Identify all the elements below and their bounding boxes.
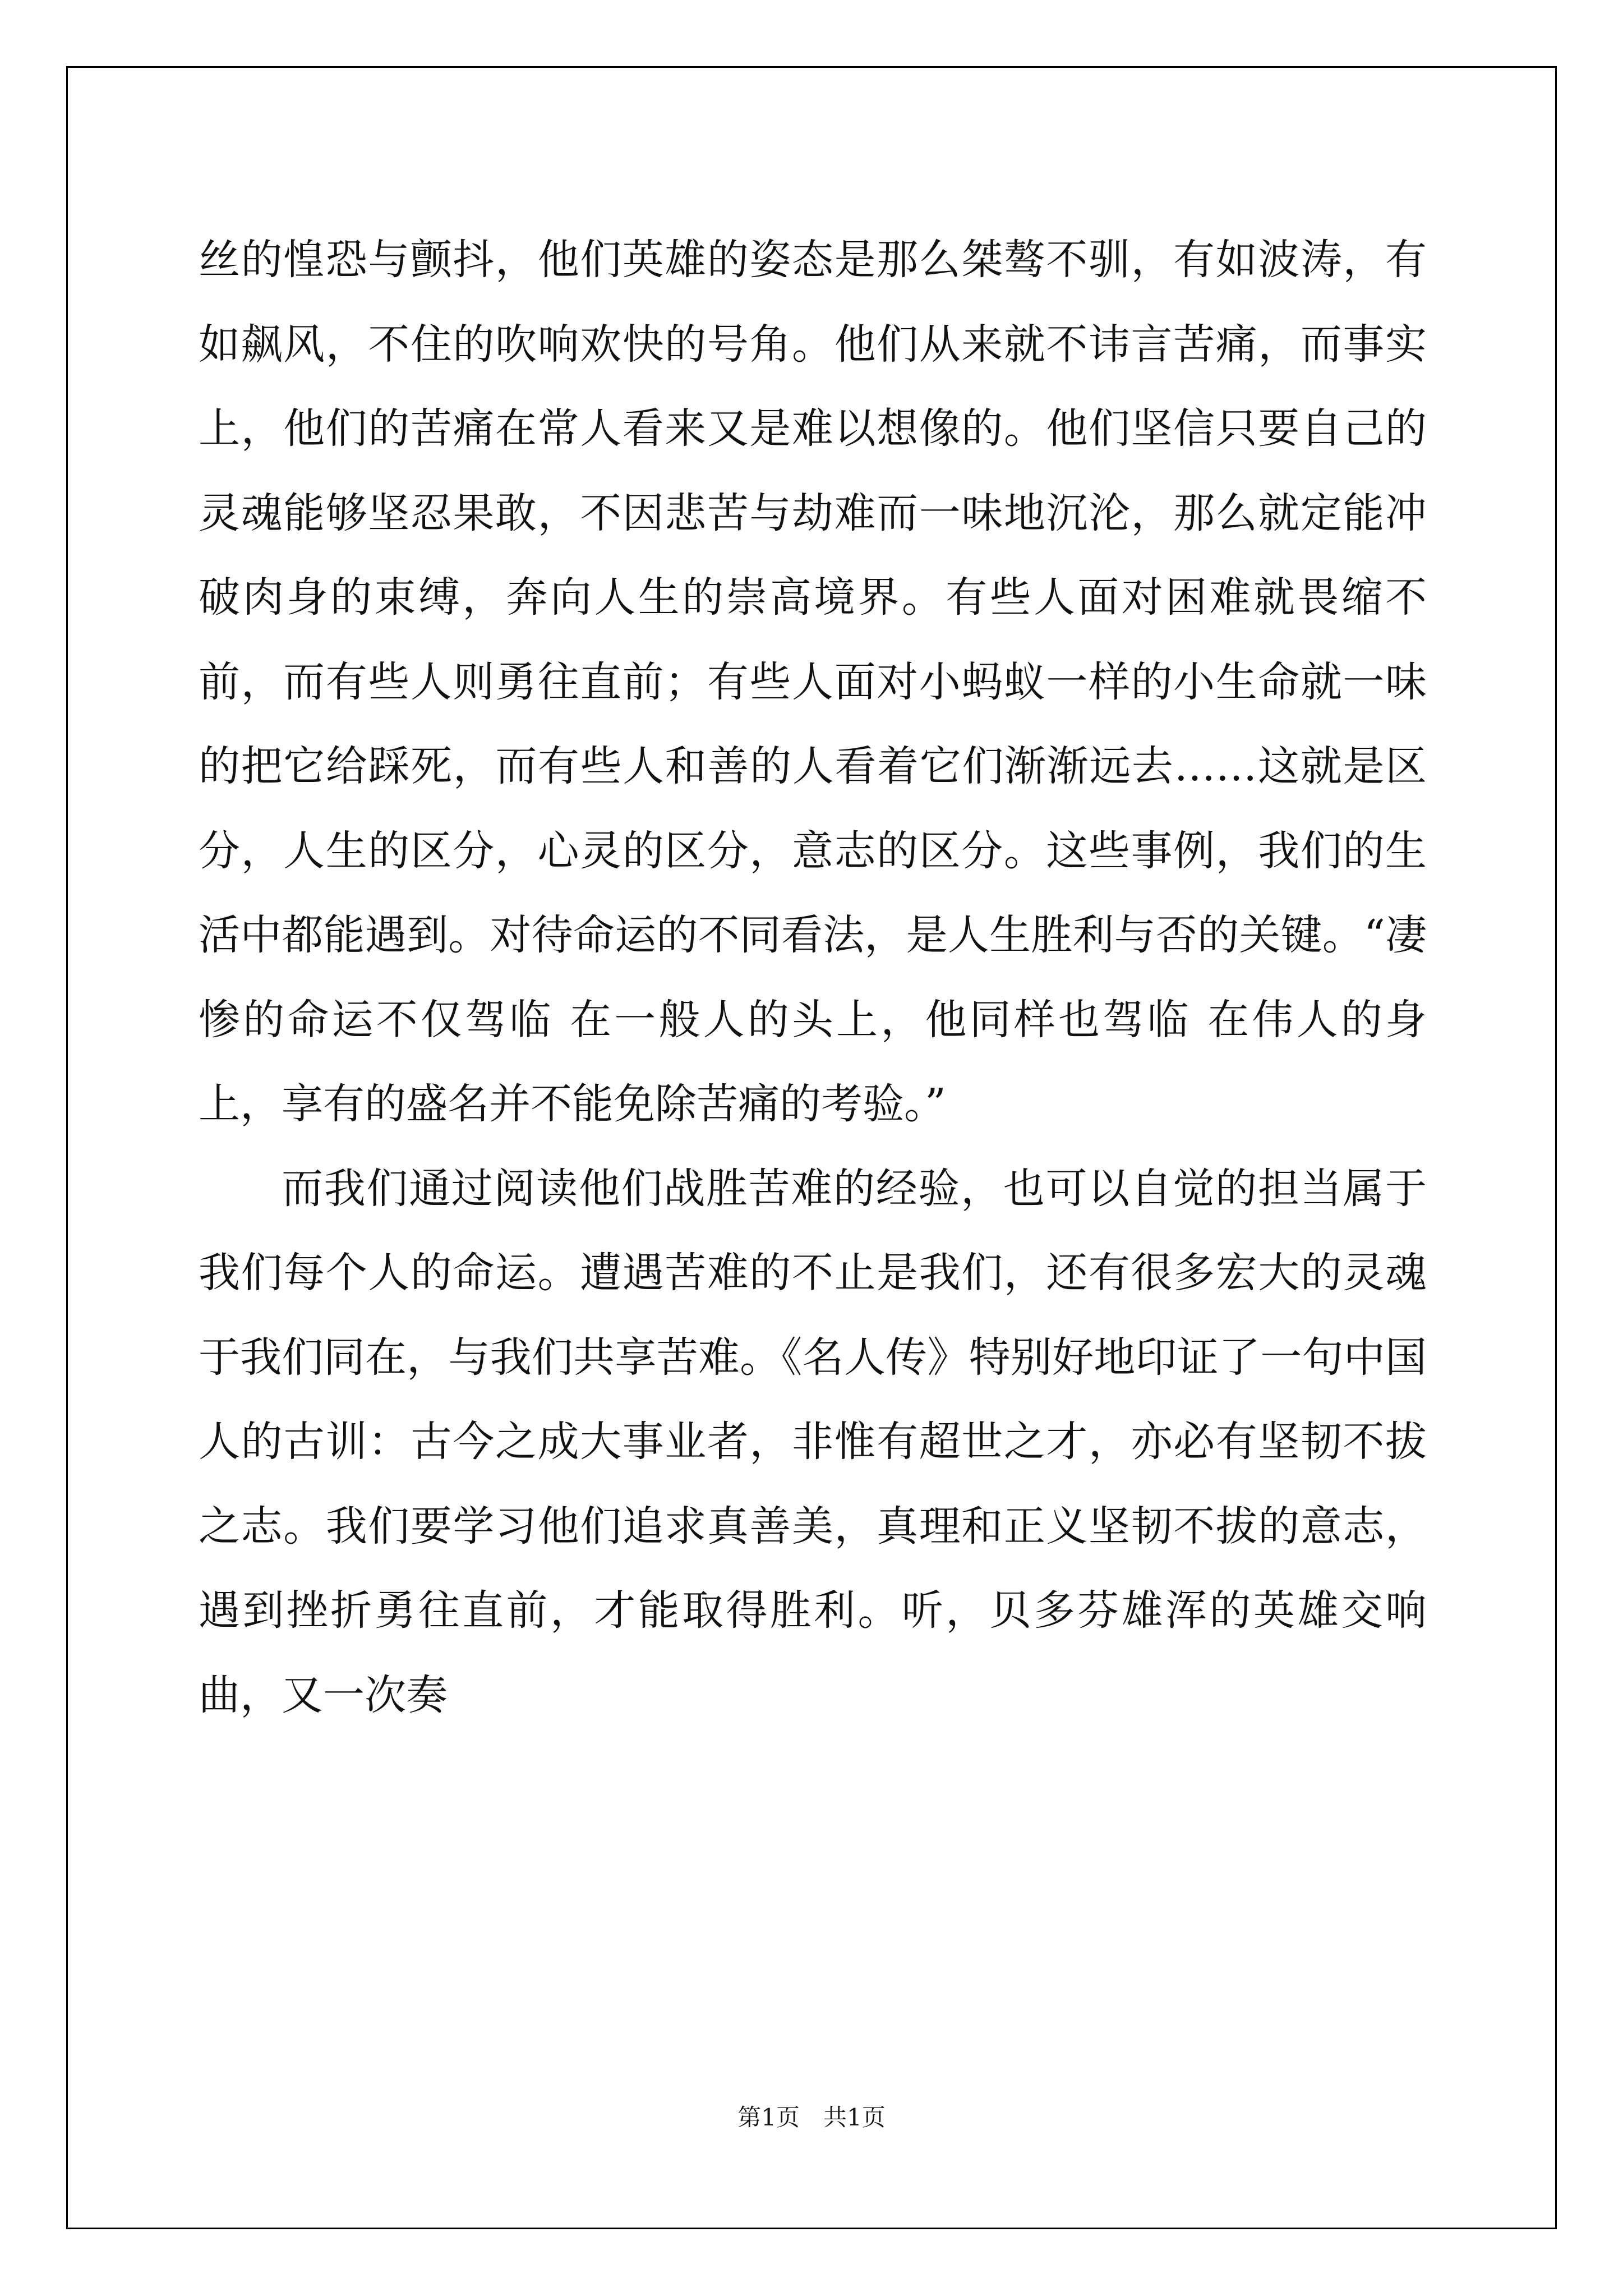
document-body [199,218,1427,1737]
paragraph-1: 丝的惶恐与颤抖，他们英雄的姿态是那么桀骜不驯，有如波涛，有如飙风，不住的吹响欢快的号角。他们从来就不讳言苦痛，而事实上，他们的苦痛在常人看来又是难以想像的。他们坚信只要自己的灵魂能够坚忍果敢，不因悲苦与劫难而一味地沉沦，那么就定能冲破肉身的束缚，奔向人生的崇高境界。有些人面对困难就畏缩不前，而有些人则勇往直前；有些人面对小蚂蚁一样的小生命就一味的把它给踩死，而有些人和善的人看着它们渐渐远去……这就是区分，人生的区分，心灵的区分，意志的区分。这些事例，我们的生活中都能遇到。对待命运的不同看法，是人生胜利与否的关键。“凄惨的命运不仅驾临 在一般人的头上，他同样也驾临 在伟人的身上，享有的盛名并不能免除苦痛的考验。” [199,236,1427,1128]
page-number-footer: 第1页 共1页 [737,2104,886,2131]
paragraph-2: 而我们通过阅读他们战胜苦难的经验，也可以自觉的担当属于我们每个人的命运。遭遇苦难的不止是我们，还有很多宏大的灵魂于我们同在，与我们共享苦难。《名人传》特别好地印证了一句中国人的古训：古今之成大事业者，非惟有超世之才，亦必有坚韧不拔之志。我们要学习他们追求真善美，真理和正义坚韧不拔的意志，遇到挫折勇往直前，才能取得胜利。听，贝多芬雄浑的英雄交响曲，又一次奏 [199,1164,1427,1719]
